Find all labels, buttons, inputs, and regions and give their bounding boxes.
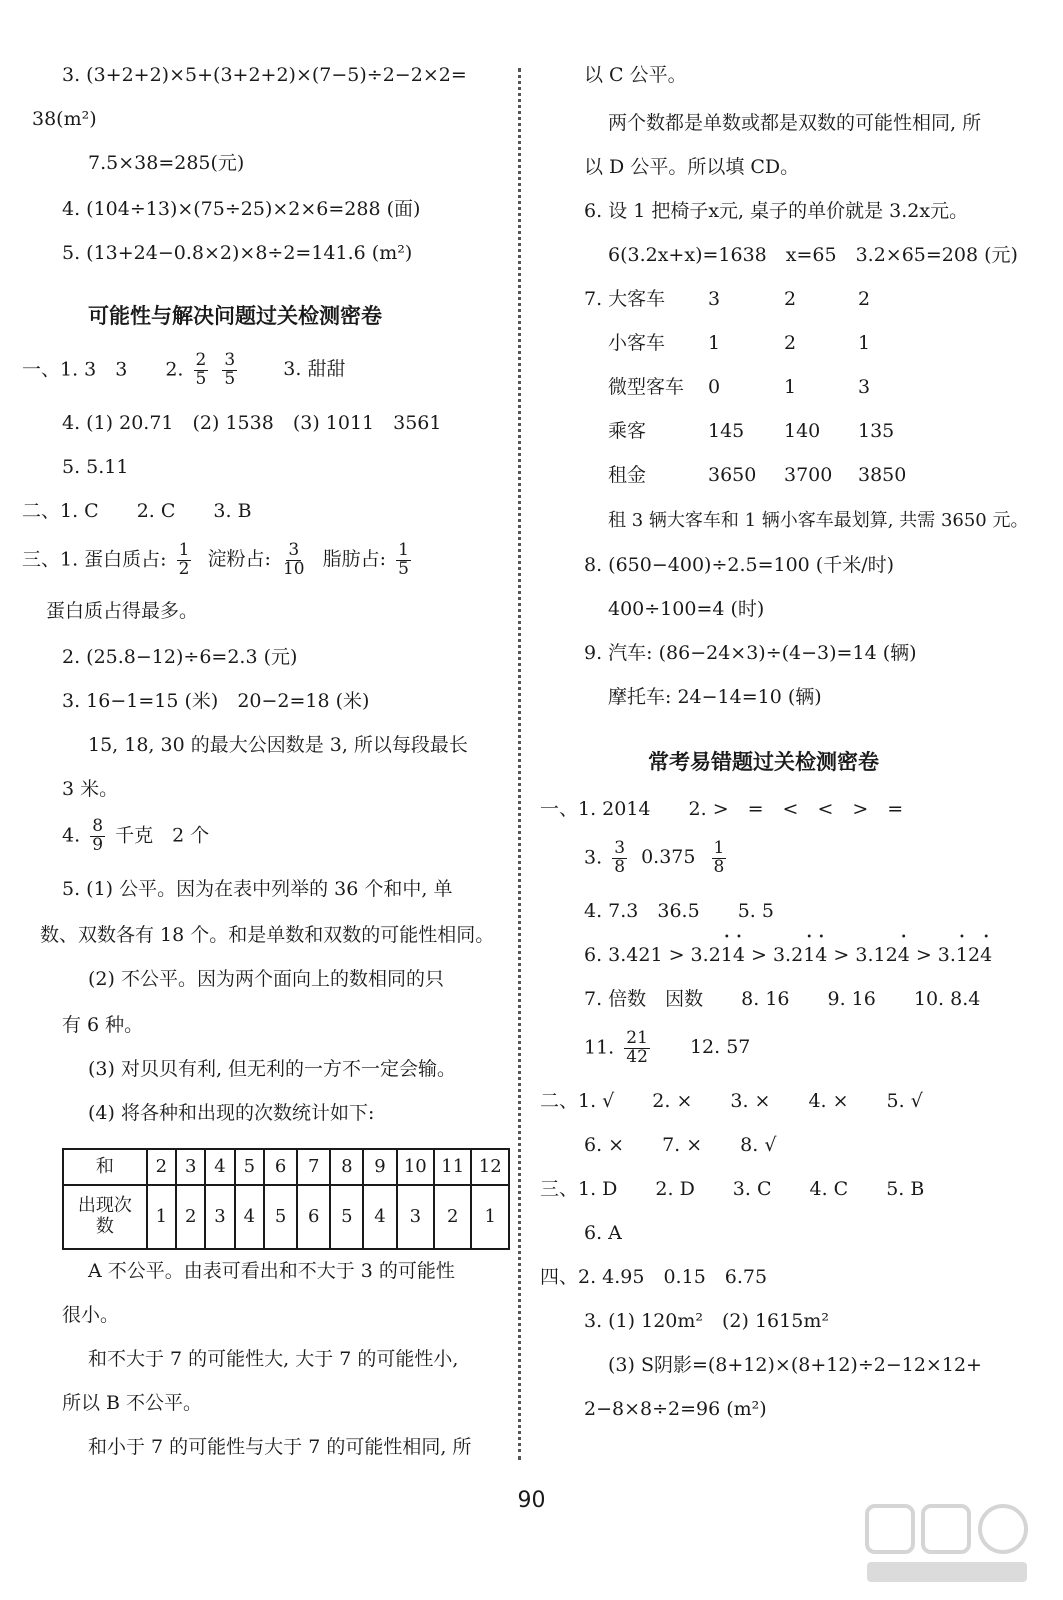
- answer-line: 两个数都是单数或都是双数的可能性相同, 所: [608, 112, 982, 134]
- answer-line: 以 D 公平。所以填 CD。: [584, 156, 800, 178]
- answer-line: 5. (1) 公平。因为在表中列举的 36 个和中, 单: [62, 878, 453, 900]
- answer-line: 7. 倍数 因数 8. 16 9. 16 10. 8.4: [584, 988, 981, 1010]
- recurring-digit: • 1: [956, 946, 968, 965]
- denominator: 5: [195, 368, 207, 389]
- answer-line: (3) S阴影=(8+12)×(8+12)÷2−12×12+: [608, 1354, 982, 1376]
- denominator: 2: [178, 558, 190, 579]
- row-label: 租金: [608, 464, 647, 486]
- answer-line: (2) 不公平。因为两个面向上的数相同的只: [88, 968, 444, 990]
- denominator: 8: [713, 856, 725, 877]
- numerator: 2: [195, 350, 207, 370]
- denominator: 5: [224, 368, 236, 389]
- table-cell: 7: [297, 1149, 330, 1185]
- answer-line: [62, 818, 209, 855]
- answer-line: 所以 B 不公平。: [62, 1392, 203, 1414]
- row-label: 乘客: [608, 420, 647, 442]
- recurring-digit: • 4: [733, 946, 745, 965]
- section-title: 可能性与解决问题过关检测密卷: [88, 304, 382, 328]
- numerator: 3: [288, 540, 300, 560]
- row-value: 140: [784, 420, 821, 442]
- row-value: 3850: [858, 464, 907, 486]
- answer-line: 和小于 7 的可能性与大于 7 的可能性相同, 所: [88, 1436, 472, 1458]
- answer-line: 400÷100=4 (时): [608, 598, 765, 620]
- row-value: 3700: [784, 464, 833, 486]
- numerator: 1: [178, 540, 190, 560]
- table-cell: 4: [235, 1185, 264, 1249]
- numerator: 3: [224, 350, 236, 370]
- numerator: 1: [398, 540, 409, 560]
- row-value: 3: [858, 376, 871, 398]
- answer-line: 一、1. 2014 2. > = < < > =: [540, 798, 904, 820]
- row-label: 微型客车: [608, 376, 685, 398]
- answer-line: 8. (650−400)÷2.5=100 (千米/时): [584, 554, 895, 576]
- fraction: [396, 542, 411, 579]
- text: 3.: [584, 846, 603, 869]
- answer-line: 6. A: [584, 1222, 622, 1244]
- numerator: 21: [626, 1028, 648, 1048]
- page-number: 90: [517, 1488, 546, 1513]
- text: 三、1. 蛋白质占:: [22, 548, 167, 571]
- row-value: 3650: [708, 464, 757, 486]
- table-row: [63, 1185, 509, 1249]
- row-label: 小客车: [608, 332, 666, 354]
- answer-line: 3. (1) 120m² (2) 1615m²: [584, 1310, 829, 1332]
- answer-line: 6(3.2x+x)=1638 x=65 3.2×65=208 (元): [608, 244, 1018, 266]
- text: 3. 甜甜: [283, 358, 346, 381]
- answer-line: 3 米。: [62, 778, 119, 800]
- column-divider: [518, 68, 521, 1460]
- answer-line: 2−8×8÷2=96 (m²): [584, 1398, 767, 1420]
- answer-line: A 不公平。由表可看出和不大于 3 的可能性: [88, 1260, 455, 1282]
- answer-line: 3. (3+2+2)×5+(3+2+2)×(7−5)÷2−2×2=: [62, 64, 467, 86]
- text: 12. 57: [689, 1036, 751, 1059]
- answer-line: 6. × 7. × 8. √: [584, 1134, 777, 1156]
- denominator: 8: [614, 856, 626, 877]
- text: 淀粉占:: [207, 548, 271, 571]
- text: 千克 2 个: [115, 824, 210, 847]
- table-cell: 4: [363, 1185, 396, 1249]
- table-cell: 1: [147, 1185, 176, 1249]
- row-value: 1: [708, 332, 721, 354]
- answer-line: (3) 对贝贝有利, 但无利的一方不一定会输。: [88, 1058, 457, 1080]
- answer-line: 3. 16−1=15 (米) 20−2=18 (米): [62, 690, 370, 712]
- text: 0.375: [641, 846, 696, 869]
- recurring-digit: • 4: [898, 946, 910, 965]
- answer-line: 和不大于 7 的可能性大, 大于 7 的可能性小,: [88, 1348, 459, 1370]
- answer-line: 5. (13+24−0.8×2)×8÷2=141.6 (m²): [62, 242, 413, 264]
- fraction: [612, 840, 627, 877]
- text: 一、1. 3 3 2.: [22, 358, 184, 381]
- denominator: 42: [626, 1046, 648, 1067]
- row-value: 3: [708, 288, 721, 310]
- denominator: 5: [398, 558, 409, 579]
- section-title: 常考易错题过关检测密卷: [648, 750, 879, 774]
- table-cell: 3: [205, 1185, 234, 1249]
- recurring-digit: • 4: [815, 946, 827, 965]
- row-value: 145: [708, 420, 745, 442]
- answer-line: [22, 352, 345, 389]
- answer-line: 以 C 公平。: [584, 64, 687, 86]
- table-cell: 6: [264, 1149, 297, 1185]
- text: 11.: [584, 1036, 615, 1059]
- fraction: [712, 840, 727, 877]
- numerator: 8: [92, 816, 104, 836]
- table-cell: 2: [434, 1185, 471, 1249]
- answer-line: 二、1. C 2. C 3. B: [22, 500, 252, 522]
- table-cell: 10: [397, 1149, 434, 1185]
- answer-line: 38(m²): [32, 108, 97, 130]
- recurring-digit: • 4: [980, 946, 992, 965]
- table-cell: 1: [471, 1185, 509, 1249]
- recurring-digit: • 1: [721, 946, 733, 965]
- fraction: [281, 542, 307, 579]
- table-row: [63, 1149, 509, 1185]
- fraction: [194, 352, 209, 389]
- repeating-decimal-line: 6. 3.421 > 3.2• 1• 4 > 3.2• 1• 4 > 3.12• 4 > 3.• 12• 4: [584, 946, 992, 965]
- answer-line: 摩托车: 24−14=10 (辆): [608, 686, 822, 708]
- table-cell: 11: [434, 1149, 471, 1185]
- answer-line: 2. (25.8−12)÷6=2.3 (元): [62, 646, 298, 668]
- table-cell: 4: [205, 1149, 234, 1185]
- answer-line: (4) 将各种和出现的次数统计如下:: [88, 1102, 375, 1124]
- table-cell: 3: [397, 1185, 434, 1249]
- answer-line: [584, 1030, 750, 1067]
- table-cell: 6: [297, 1185, 330, 1249]
- row-value: 2: [784, 288, 797, 310]
- text: 6. 3.421 > 3.2: [584, 944, 721, 966]
- text: 4.: [62, 824, 81, 847]
- row-value: 135: [858, 420, 895, 442]
- answer-line: 7.5×38=285(元): [88, 152, 245, 174]
- table-cell: 5: [235, 1149, 264, 1185]
- table-cell: 3: [176, 1149, 205, 1185]
- answer-line: 9. 汽车: (86−24×3)÷(4−3)=14 (辆): [584, 642, 917, 664]
- answer-line: 蛋白质占得最多。: [46, 600, 199, 622]
- numerator: 3: [614, 838, 626, 858]
- fraction: [222, 352, 237, 389]
- text: 脂肪占:: [322, 548, 387, 571]
- row-value: 1: [858, 332, 871, 354]
- answer-line: 数、双数各有 18 个。和是单数和双数的可能性相同。: [40, 924, 495, 946]
- answer-line: 4. 7.3 36.5 5. 5: [584, 900, 774, 922]
- watermark-icon: [863, 1500, 1033, 1590]
- table-cell: 2: [176, 1185, 205, 1249]
- answer-line: 4. (1) 20.71 (2) 1538 (3) 1011 3561: [62, 412, 442, 434]
- answer-line: 15, 18, 30 的最大公因数是 3, 所以每段最长: [88, 734, 468, 756]
- answer-line: [584, 840, 730, 877]
- numerator: 1: [713, 838, 725, 858]
- table-header: 出现次数: [63, 1185, 147, 1249]
- row-value: 2: [858, 288, 871, 310]
- answer-line: 四、2. 4.95 0.15 6.75: [540, 1266, 768, 1288]
- table-header: 和: [63, 1149, 147, 1185]
- answer-line: [22, 542, 415, 579]
- recurring-digit: • 1: [803, 946, 815, 965]
- table-cell: 9: [363, 1149, 396, 1185]
- denominator: 9: [92, 834, 104, 855]
- fraction: [90, 818, 105, 855]
- table-cell: 12: [471, 1149, 509, 1185]
- row-value: 0: [708, 376, 721, 398]
- fraction: [624, 1030, 650, 1067]
- denominator: 10: [282, 558, 305, 579]
- answer-line: 有 6 种。: [62, 1014, 144, 1036]
- answer-line: 5. 5.11: [62, 456, 129, 478]
- answer-line: 租 3 辆大客车和 1 辆小客车最划算, 共需 3650 元。: [608, 510, 1029, 531]
- row-label: 7. 大客车: [584, 288, 666, 310]
- table-cell: 5: [264, 1185, 297, 1249]
- table-cell: 8: [330, 1149, 363, 1185]
- answer-line: 4. (104÷13)×(75÷25)×2×6=288 (面): [62, 198, 421, 220]
- sum-count-table: [62, 1148, 510, 1250]
- answer-line: 三、1. D 2. D 3. C 4. C 5. B: [540, 1178, 925, 1200]
- answer-line: 二、1. √ 2. × 3. × 4. × 5. √: [540, 1090, 923, 1112]
- answer-line: 6. 设 1 把椅子x元, 桌子的单价就是 3.2x元。: [584, 200, 969, 222]
- table-cell: 2: [147, 1149, 176, 1185]
- row-value: 1: [784, 376, 797, 398]
- table-cell: 5: [330, 1185, 363, 1249]
- row-value: 2: [784, 332, 797, 354]
- answer-line: 很小。: [62, 1304, 120, 1326]
- fraction: [177, 542, 192, 579]
